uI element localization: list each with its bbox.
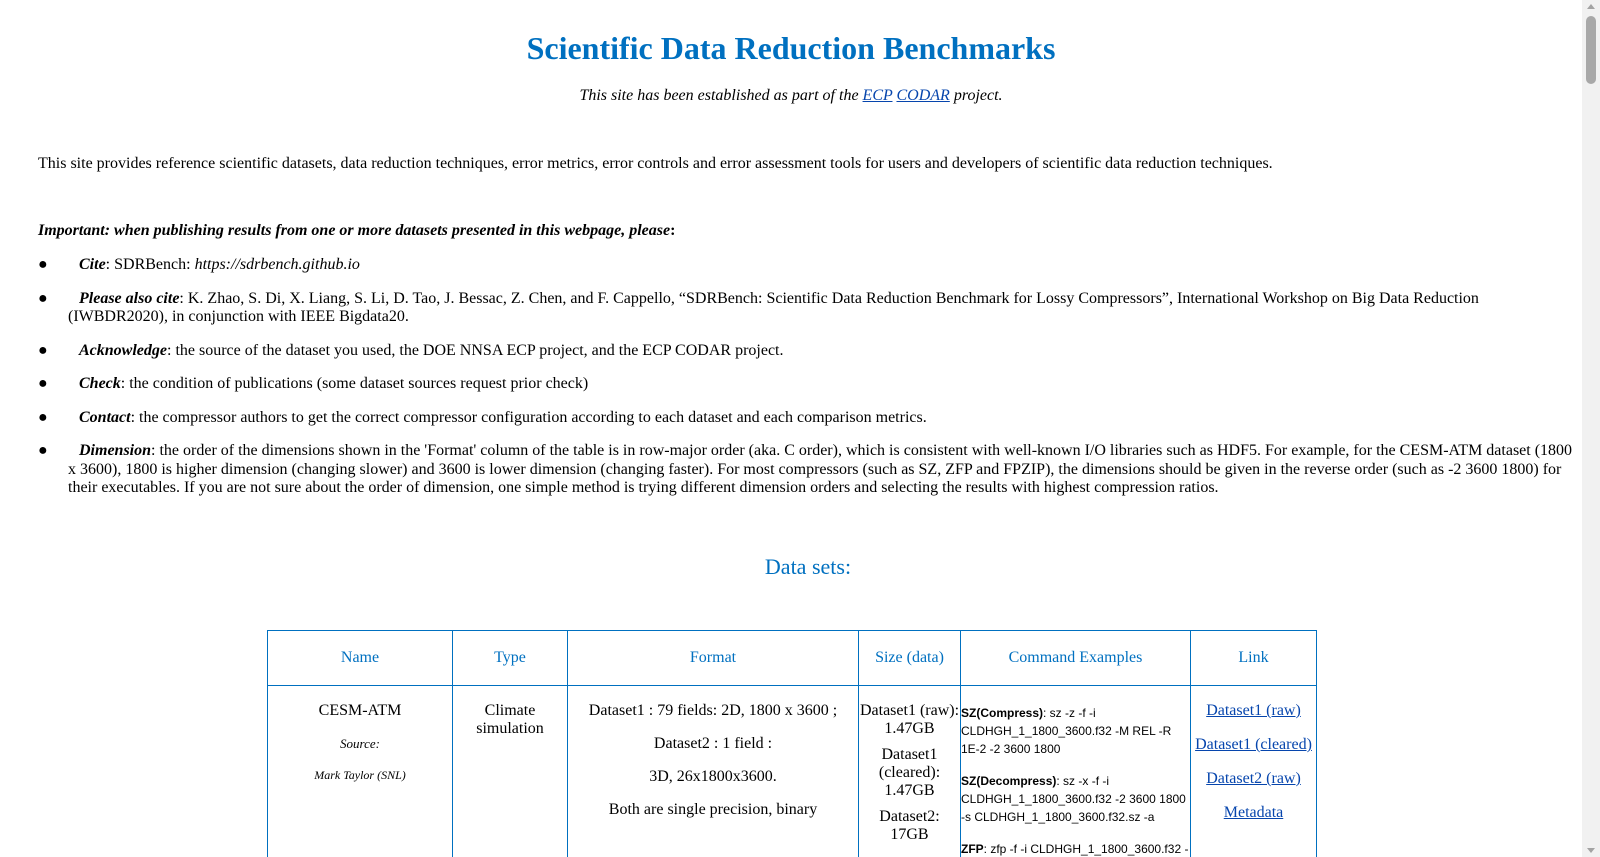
cell-name [268, 686, 453, 857]
column-header-command: Command Examples [961, 631, 1191, 686]
cell-commands [961, 686, 1191, 857]
cell-type [453, 686, 568, 857]
list-item-cite [38, 256, 1576, 275]
size-line: Dataset1 (raw): 1.47GB [859, 702, 960, 737]
important-text: Important: when publishing results from one or more datasets presented in this webpage, please [38, 222, 671, 239]
table-header-row [268, 631, 1317, 686]
command-example [961, 840, 1190, 857]
cell-format [568, 686, 859, 857]
vertical-scrollbar[interactable] [1582, 0, 1600, 857]
bullet-text: : the condition of publications (some dataset sources request prior check) [120, 375, 589, 392]
scrollbar-thumb[interactable] [1586, 16, 1596, 84]
page-subtitle [0, 87, 1582, 105]
column-header-link: Link [1191, 631, 1317, 686]
subtitle-text-post: project. [949, 87, 1003, 104]
page-title: Scientific Data Reduction Benchmarks [526, 30, 1056, 66]
dataset1-raw-link[interactable]: Dataset1 (raw) [1206, 702, 1301, 719]
command-label: ZFP [961, 842, 984, 856]
dataset-type: Climate simulation [476, 702, 544, 737]
bullet-lead: Check [79, 375, 121, 392]
bullet-lead: Dimension [79, 442, 152, 459]
format-line: Dataset1 : 79 fields: 2D, 1800 x 3600 ; [588, 702, 838, 719]
scroll-down-icon[interactable] [1587, 848, 1595, 853]
important-colon: : [670, 222, 676, 239]
datasets-heading: Data sets: [764, 554, 852, 579]
ecp-link[interactable]: ECP [862, 87, 893, 104]
list-item-contact [38, 409, 1576, 428]
dataset-name: CESM-ATM [318, 702, 402, 719]
bullet-text: : the source of the dataset you used, the DOE NNSA ECP project, and the ECP CODAR project. [167, 341, 784, 359]
bullet-text: : K. Zhao, S. Di, X. Liang, S. Li, D. Tao, J. Bessac, Z. Chen, and F. Cappello, “SDRBench: Scientific Data Reduction Benchmark for Lossy Compressors”, International Workshop on Big Data Reduction (IWBDR2020), in conjunction with IEEE Bigdata20. [68, 289, 1479, 325]
column-header-format: Format [568, 631, 859, 686]
column-header-name: Name [268, 631, 453, 686]
column-header-size: Size (data) [859, 631, 961, 686]
list-item-check [38, 375, 1576, 394]
bullet-text: : the order of the dimensions shown in the 'Format' column of the table is in row-major order (aka. C order), which is consistent with well-known I/O libraries such as HDF5. For example, for the CESM-ATM dataset (1800 x 3600), 1800 is higher dimension (changing slower) and 3600 is lower dimension (changing faster). For most compressors (such as SZ, ZFP and FPZIP), the dimensions should be given in the reverse order (such as -2 3600 1800) for their executables. If you are not sure about the order of dimension, one simple method is trying different dimension orders and selecting the results with highest compression ratios. [68, 442, 1573, 496]
bullet-lead: Please also cite [79, 289, 180, 307]
list-item-acknowledge [38, 342, 1576, 361]
bullet-icon: ● [38, 375, 48, 392]
intro-paragraph: This site provides reference scientific datasets, data reduction techniques, error metrics, error controls and error assessment tools for users and developers of scientific data reduction techniques. [38, 155, 1273, 172]
bullet-text: : the compressor authors to get the correct compressor configuration according to each dataset and each comparison metrics. [130, 408, 927, 426]
bullet-text: : SDRBench: [105, 256, 195, 273]
datasets-table [267, 630, 1317, 857]
command-label: SZ(Compress) [961, 706, 1044, 720]
format-line: 3D, 26x1800x3600. [649, 768, 777, 785]
table-row [268, 686, 1317, 857]
command-label: SZ(Decompress) [961, 774, 1057, 788]
scroll-up-icon[interactable] [1587, 4, 1595, 9]
cell-links [1191, 686, 1317, 857]
command-text: : sz -z -f -i CLDHGH_1_1800_3600.f32 -M REL -R 1E-2 -2 3600 1800 [961, 706, 1172, 756]
source-label: Source: [340, 736, 380, 751]
bullet-lead: Cite [79, 256, 106, 273]
command-text: : sz -x -f -i CLDHGH_1_1800_3600.f32 -2 3600 1800 -s CLDHGH_1_1800_3600.f32.sz -a [961, 774, 1186, 824]
metadata-link[interactable]: Metadata [1223, 804, 1284, 821]
citation-list [38, 256, 1576, 513]
command-example [961, 704, 1190, 758]
subtitle-text-pre: This site has been established as part of the [579, 87, 863, 104]
cite-url: https://sdrbench.github.io [194, 256, 360, 273]
bullet-lead: Acknowledge [79, 341, 167, 359]
codar-link[interactable]: CODAR [896, 87, 950, 104]
bullet-icon: ● [38, 256, 48, 273]
column-header-type: Type [453, 631, 568, 686]
bullet-icon: ● [38, 341, 48, 359]
list-item-dimension [38, 442, 1576, 498]
command-example [961, 772, 1190, 826]
bullet-icon: ● [38, 289, 48, 307]
size-line: Dataset2: 17GB [879, 808, 940, 843]
format-line: Dataset2 : 1 field : [653, 735, 773, 752]
cell-size [859, 686, 961, 857]
bullet-icon: ● [38, 408, 48, 426]
bullet-icon: ● [38, 442, 48, 459]
dataset2-raw-link[interactable]: Dataset2 (raw) [1206, 770, 1301, 787]
important-notice [38, 222, 675, 240]
bullet-lead: Contact [79, 408, 131, 426]
command-text: : zfp -f -i CLDHGH_1_1800_3600.f32 - [983, 842, 1189, 856]
source-name: Mark Taylor (SNL) [314, 768, 406, 782]
dataset1-cleared-link[interactable]: Dataset1 (cleared) [1195, 736, 1312, 753]
format-line: Both are single precision, binary [608, 801, 818, 818]
list-item-also-cite [38, 290, 1576, 327]
size-line: Dataset1 (cleared): 1.47GB [878, 746, 941, 799]
